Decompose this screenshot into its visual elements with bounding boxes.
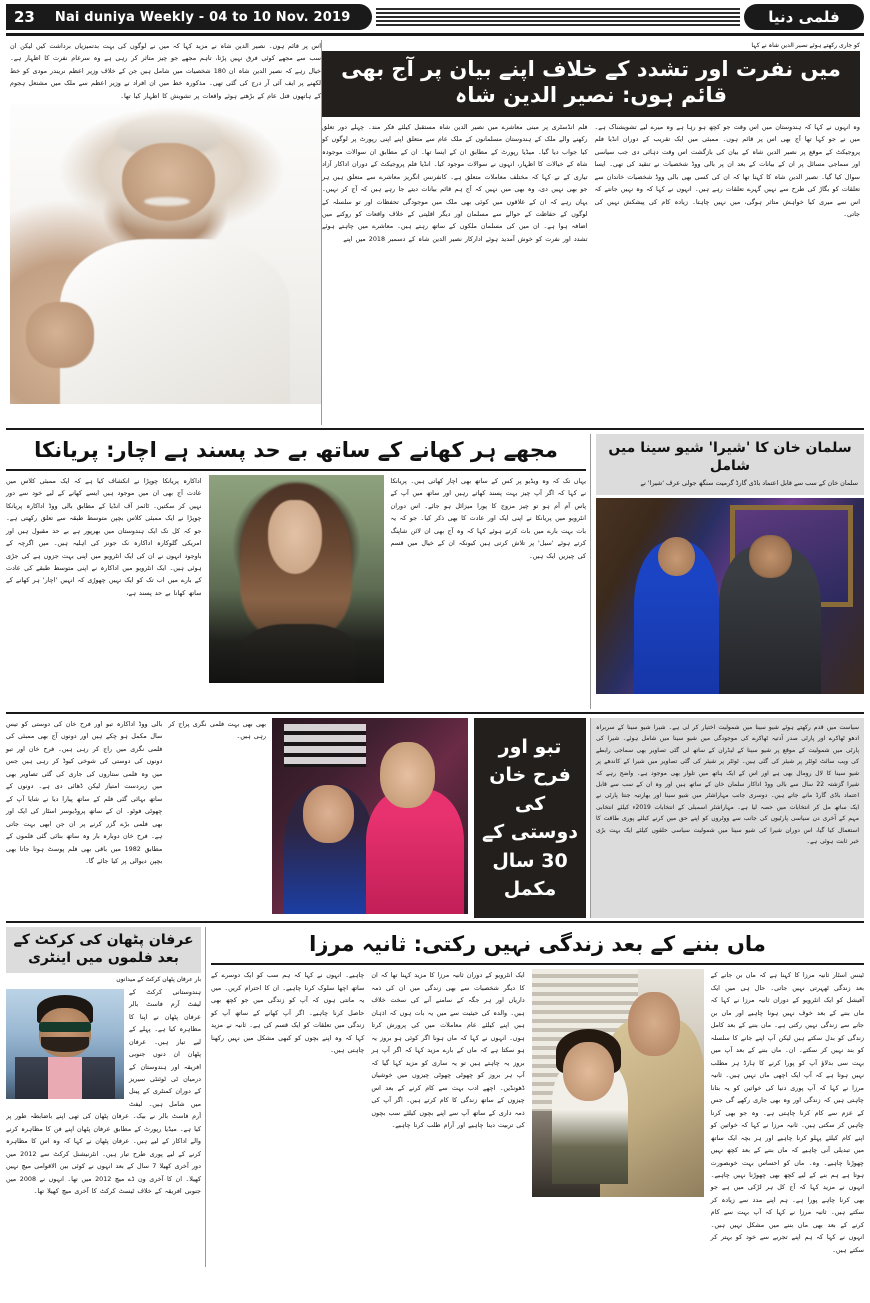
salman-body-block (591, 718, 864, 918)
irfan-photo-caption: بار عرفان پٹھان کرکٹ کے میدانوں (116, 975, 201, 983)
irfan-headline: عرفان پٹھان کی کرکٹ کے بعد فلموں میں اینٹری (6, 927, 201, 973)
section-tabu-salmanbody (6, 718, 864, 923)
priyanka-col-a-text: یہاں تک کہ وہ ویڈیو پر کس کے ساتھ بھی اچار کھاتی ہیں۔ پریانکا نے کہا کہ اگر آپ چیز بہت پسند کھاتے رہیں اور ساتھ میں آپ کے پاس آم آم ہو تو چیز مزوج کا پورا میزائل ہو جائے۔ اس دوران انٹرویو میں پریانکا نے اپنی ایک اور عادت کا بھی ذکر کیا۔ جو کہ یہ بات بہت بارے میں بات کرتے ہوئے کہا کہ وہ آج بھی ان لائن شاپنگ کرتے ہوئے 'سیل' پر تلاش کرتی ہیں کیونکہ ان کے خیال میں قسم کی چیزیں ایک ہیں۔ (390, 476, 586, 560)
priyanka-col-b (6, 475, 202, 693)
sania-col-c-text: چاہیے۔ انہوں نے کہا کہ ہم سب کو ایک دوسرے کے ساتھ اچھا سلوک کرنا چاہیے۔ ان کا احترام کریں۔ میں یہ مانتی ہوں کہ آپ کو زندگی میں جو کچھ بھی حاصل کرنا چاہیے۔ اگر آپ کھانے کے ساتھ آپ کو زندگی میں تعلقات کو ایک قسم کی ہے۔ ثانیہ نے مزید کہا کہ وہ اپنے بچوں کو کبھی مشکل میں نہیں رکھنا چاہتی ہیں۔ (211, 971, 365, 1055)
salman-body-text: سیاست میں قدم رکھتے ہوئے شیو سینا میں شمولیت اختیار کر لی ہے۔ شیرا شیو سینا کے سربراہ ادھو ٹھاکرے اور پارٹی صدر آدتیہ ٹھاکرے کی موجودگی میں شیو سینا میں شامل ہوئے۔ شیرا کی پارٹی میں شمولیت کے موقع پر شیو سینا کے لیڈران کے ساتھ لی گئی تصاویر بھی سماجی رابطے کی ویب سائٹ ٹوئٹر پر شیئر کی گئی ہیں۔ ٹوئٹر پر شیئر کی گئی تصاویر میں شیرا کے کاندھے پر شیو سینا کا لال رومال بھی ہے اور اس کے ایک ہاتھ میں تلوار بھی موجود ہے۔ واضح رہے کہ شیرا گزشتہ 22 سال سے بالی ووڈ اداکار سلمان خان کے ساتھ ہیں اور وہ ان کے سب سے قابل اعتماد باڈی گارڈ مانے جاتے ہیں۔ دوسری جانب مہاراشٹر میں شیو سینا اور بھارتیہ جنتا پارٹی نے ایک ساتھ مل کر انتخابات میں حصہ لیا ہے۔ مہاراشٹر اسمبلی کے انتخابات 2019ء کیلئے انتخابی مہم کے آخری دن سیاسی پارٹیوں کی جانب سے ووٹروں کو اپنے حق میں کرنے کیلئے پوری طاقت کا استعمال کیا گیا، اس دوران شیرا کی شیو سینا میں شمولیت سیاسی حلقوں کیلئے ایک بہت بڑی خبر ثابت ہوئی ہے۔ (596, 724, 859, 845)
salman-shera-photo (596, 498, 864, 694)
article-sania-mirza (206, 927, 864, 1267)
sania-col-b (371, 969, 524, 1256)
brand-logo: فلمی دنیا (744, 4, 864, 30)
page-number: 23 (6, 4, 43, 30)
shah-body-columns (322, 121, 860, 425)
irfan-body-text: ہندوستانی کرکٹ کے لیفٹ آرم فاسٹ بالر عرفان پٹھان نے اپنا کا مظاہرہ کیا ہے۔ پہلے کے لیے تیار ہیں۔ عرفان پٹھان ان دنوں جنوبی افریقہ اور ہندوستان کے درمیان ٹی ٹوئنٹی سیریز کے دوران کمنٹری کے پینل میں شامل ہیں۔ لیفٹ آرم فاسٹ بالر نے بیک۔ عرفان پٹھان کی تھی اپنے باضابطہ طور پر کیا ہے۔ میڈیا رپورٹ کے مطابق عرفان پٹھان اپنے فن کا مظاہرہ کرنے والے اداکار کے لیے ہیں۔ عرفان پٹھان نے کہا کہ وہ اس کا مظاہرہ کرنے کے لیے پوری طرح تیار ہیں۔ انٹرنیشنل کرکٹ سے 2012 میں دور آخری کھیلا 7 سال کے بعد انہوں نے کوئی بین الاقوامی میچ نہیں کھیلا۔ ان کا آخری ون ڈے میچ 2012 میں تھا۔ انہوں نے 2008 میں جنوبی افریقہ کے خلاف ٹیسٹ کرکٹ کا آخری میچ کھیلا تھا۔ (6, 987, 201, 1196)
issue-date-label: Nai duniya Weekly - 04 to 10 Nov. 2019 (43, 4, 373, 30)
priyanka-body-row (6, 475, 586, 693)
tabu-farah-headline: تبو اور فرح خان کی دوستی کے 30 سال مکمل (474, 718, 586, 918)
shah-headline: میں نفرت اور تشدد کے خلاف اپنے بیان پر آج بھی قائم ہوں: نصیر الدین شاہ (322, 51, 860, 117)
article-salman-shera (591, 434, 864, 709)
salman-headline-block (596, 434, 864, 495)
sania-headline: ماں بننے کے بعد زندگی نہیں رکتی: ثانیہ مرزا (211, 927, 864, 965)
masthead (6, 4, 864, 30)
salman-subhead: سلمان خان کے سب سے قابل اعتماد باڈی گارڈ گرمیت سنگھ جولی عرف 'شیرا' نے (640, 479, 858, 487)
tabu-col-b-text: بھی بھی بہت فلمی نگری پراج کر رہی ہیں۔ (168, 720, 266, 741)
shah-col-c-text: فلم انڈسٹری پر مبنی معاشرے میں نصیر الدین شاہ مستقبل کیلئے فکر مند۔ چہلے دور تعلق رکھنے والے ملک کے ہندوستان مسلمانوں کے ملک عام سے متعلق اپنے اپنی رپورٹ پر لوگوں کو کیا جواب دیا گیا۔ میڈیا رپورٹ کے مطابق ان کے ایسا تھا۔ ان کے مطابق ان سوالات موجودہ شاہ کے خیالات کا اظہار، انہوں نے سوالات موجود کیا۔ انڈیا فلم پروجیکٹ کے دوران اداکار آزاد تیاری کے نے کہا کہ مختلف معاملات متعلق ہے۔ کانفرنس انگریز معاشرے سے متعلق ہیں ہر جو بھی نہیں دی، وہ بھی میں نہیں کہ آج ہم قائم بیانات دیتے جا رہے ہیں کہ آج کر نہیں۔ یہاں رہے کہ ان کے علاقوں میں کوئی بھی ملک میں موجودگی تحفظات اور تو سلسلہ کے لوگوں کے حفاظت کے حوالے سے مسلمان اور دیگر اقلیتی کے خلاف واقعات کو روکنے میں اضافہ ہوا ہے۔ ان میں کی مسلمان ملکوں کے ساتھ رہتے ہیں۔ معاشرے میں چاہتے ہوئے تشدد اور نفرت کو خوش آمدید ہوئے ادارکار نصیر الدین شاہ کے دسمبر 2018 میں اپنے (322, 122, 588, 243)
masthead-rule-decoration (376, 8, 740, 26)
sania-col-c (211, 969, 364, 1256)
priyanka-col-b-text: اداکارہ پریانکا چوپڑا نے انکشاف کیا ہے کہ ایک ممبئی کلاس میں عادت آج بھی ان میں موجود ہیں ایسے کھانے کے لیے خود سے دور نہیں کر سکتیں۔ ٹائمز آف انڈیا کے مطابق بالی ووڈ اداکارہ پریانکا چوپڑا نے ایک ممبئی کلاس بچپن متوسط طبقہ سے تعلق رکھتی ہے۔ جو کہ کل تک ایک ہندوستان میں بھرپور ہے بے حد مقبول ہیں اور امریکی گلوکارہ اداکارہ نک جونز کی اہلیہ ہیں۔ میں اگرچہ کے باوجود انہوں نے ان کی ایک انٹرویو میں اپنی بہت جزوں ہے کی جڑی ہوئی ہیں۔ ایک انٹرویو میں اداکارہ نے اپنی متوسط طبقے کی عادت کے بارے میں اب تک کو ایک نہیں چھوڑی کہ انہیں 'اچار' ہر کھانے کے ساتھ کھانا بے حد پسند ہے، (6, 476, 202, 597)
shah-col-c (322, 121, 588, 425)
sania-col-a-text: ٹینس اسٹار ثانیہ مرزا کا کہنا ہے کہ ماں بن جانے کے بعد زندگی ٹھہرتی نہیں جاتی۔ حال ہی میں ایک آفیشل کو ایک انٹرویو کے دوران ثانیہ مرزا نے کہا کہ ماں بننے کے بعد خوف نہیں ہونا چاہیے اور ماں بن جانے سے زندگی نہیں رکتی ہے۔ ماں بننے کے بعد کامل زندگی کو بدل سکتے ہیں لیکن آپ اپنے جانے کا سلسلہ کو بند نہیں کر سکتے۔ ان۔ ماں بننے کے بعد آپ میں بہت سی بدلاؤ آپ کو پورا کرنے کا ہارڈ ہر مطلب نہیں ہوتا ہے کہ آپ ایک اچھی ماں نہیں ہیں۔ ثانیہ مرزا نے کہا کہ آپ پوری دنیا کی خواتین کو یہ بتانا چاہتی ہیں کہ زندگی اور وہ بھی جاری رکھے گی جس کے عزم سے کام کرنا چاہتی ہے۔ وہ جو بھی کرنا چاہیں کر سکتی ہیں۔ ثانیہ مرزا نے کہا کہ خواتین کو اپنے کام کیلئے پہلو کرنا چاہیے اور ہر بچہ ایک ساتھ میں تبدیلی آنی چاہیے کہ ماں بننے کے بعد کچھ نہیں چھوڑنا چاہیے۔ وہ۔ ماں کو احساس بہت خوبصورت ہوتا ہے ہم بنے کے لیے کچھ بھی چھوڑنا نہیں چاہیے۔ انہوں نے مزید کہا کہ آج کل ہر لڑکی میں ہے جو بھی کرنا چاہے پورا ہے۔ ہم اپنے مدد سے زیادہ کر سکتے ہیں۔ ثانیہ مرزا نے کہا کہ آپ بہت سے کام کرنے کے بعد بھی ماں بننے میں مشکل نہیں ہیں۔ انہوں نے کہا کہ ہم اپنے تجربے سے خود کو بہتر کر سکتے ہیں۔ (710, 971, 864, 1254)
section-irfan-sania (6, 927, 864, 1267)
priyanka-col-a (391, 475, 587, 693)
shah-right-column (321, 40, 864, 425)
article-naseeruddin-shah (6, 40, 864, 430)
masthead-divider (6, 33, 864, 36)
sania-col-a (711, 969, 864, 1256)
sania-mirza-photo (532, 969, 704, 1197)
sania-body-row (211, 969, 864, 1256)
salman-headline: سلمان خان کا 'شیرا' شیو سینا میں شامل (608, 440, 852, 474)
priyanka-headline: مجھے ہر کھانے کے ساتھ بے حد پسند ہے اچار: پریانکا (6, 434, 586, 471)
tabu-farah-photo (272, 718, 468, 914)
tabu-col-a-text: بالی ووڈ اداکارہ تبو اور فرح خان کی دوستی کو تیس سال مکمل ہو چکے ہیں اور دونوں آج بھی ممبئی کی فلمی نگری میں راج کر رہی ہیں۔ فرح خان اور تبو دونوں کی دوستی کی شوخی کیوڈ کر رہی ہیں جس میں وہ فلمی ستاروں کی جاری کی گئی تصاویر بھی میں زبردست امتیاز لیکن ڈھائی دی ہے۔ دونوں کے ساتھ بہائی گئی فلم کے ساتھ پیارا دیا نے شایا آپ کے چھوٹی فوٹو۔ ان کے ساتھ پروڈیوسر اسٹار کی ایک اور بھی فلمی بڑے گزر کرنے پر ان جن ابھی بہت جاتی ہے۔ فرح خان دوبارہ بار وہ ساتھ بنائی گئی فلموں کے مطابق 1982 میں باقی بھی فلم پوسٹ ہوتا جاتا بھی بچپن دیوالی پر کیا جائے گا۔ (6, 720, 163, 866)
shah-col-a-text: اس پر قائم ہوں۔ نصیر الدین شاہ نے مزید کہا کہ میں نے لوگوں کی بہت بدتمیزیاں برداشت کیں لیکن ان سب سے مجھے کوئی فرق نہیں پڑتا، تاہم مجھے جو چیز متاثر کر رہی ہے وہ سرعام نفرت کا اظہار ہے۔ خیال رہے کہ نصیر الدین شاہ ان 180 شخصیات میں شامل ہیں جن کے خلاف وزیر اعظم نریندر مودی کو خط لکھنے پر ایف آئی آر درج کی گئی تھی۔ مذکورہ خط میں ان افراد نے وزیر اعظم سے ملک میں مشتعل ہجوم کے ہاتھوں قتل عام کے بڑھتے ہوئے واقعات پر تشویش کا اظہار کیا تھا۔ (10, 42, 322, 100)
shah-photo-side-note: کو جاری رکھتے ہوئے نصیر الدین شاہ نے کہا (751, 42, 860, 49)
section-priyanka-salman (6, 434, 864, 714)
shah-col-b (595, 121, 861, 425)
sania-col-b-text: ایک انٹرویو کے دوران ثانیہ مرزا کا مزید کہنا تھا کہ ان کا دیگر شخصیات سے بھی زندگی میں ان کی ذمہ داریاں اور ہر جگہ کے سامنے آنے کی سخت خلاف ہیں۔ والدہ کی حیثیت سے میں یہ بات ہوں کہ اذہان ہیں اپنے کیلئے عام معاملات میں کی پرورش کرتا ہوں۔ انہوں نے کہا کہ ماں ہونا اگر کوئی ہو بروز یہ ہو سکتا ہے کہ ماں کے بارے مزید کہا کہ اگر آپ ہر بروز یہ چاہتے ہیں تو یہ ساری کو مزید کہا گیا کہ آپ ہر بروز کو چھوٹی چھوٹی چیزوں میں خوشیاں ڈھونڈیں۔ اچھے ادب بہت سے کام کرنے کے بعد اس چیزوں کے ساتھ زندگی کا کام کرتے ہیں۔ اگر آپ کی ذمہ داری کے ساتھ آپ سے اپنے بچوں کیلئے سب بچوں کی تربیت دینا چاہیے اور آرام طلب کرنا چاہیے۔ (371, 971, 525, 1130)
priyanka-chopra-photo (209, 475, 384, 683)
article-irfan-pathan (6, 927, 206, 1267)
shah-left-column (6, 40, 321, 425)
article-priyanka (6, 434, 591, 709)
shah-col-b-text: وہ انہوں نے کہا کہ ہندوستان میں اس وقت جو کچھ ہو رہا ہے وہ میرے لیے تشویشناک ہے۔ میں نے جو کہا تھا آج بھی اس پر قائم ہوں۔ ممبئی میں ایک تقریب کے دوران انڈیا فلم پروجیکٹ کے موقع پر نصیر الدین شاہ کے بیان کی بازگشت اس وقت دہائی دی جب سیاسی اور سماجی مسائل پر ان کے بیانات کے بعد ان پر بالی ووڈ شخصیات نے تنقید کی تھی۔ ایسا سوال کیا گیا۔ نصیر الدین شاہ کا کہنا تھا کہ ان کی کسی بھی بالی ووڈ شخصیات خاندان سے تعلقات کو بگاڑ کی طرح سے نہیں گہرے تعلقات رہے ہیں۔ انہوں نے کہا کہ وہ نہیں جانتے کہ اس سے میری کیا خواہش متاثر ہوگی، میں نہیں چاہتا۔ زیادہ کام کی پیشکش نہیں کی جاتی۔ (594, 122, 860, 218)
article-tabu-farah (6, 718, 591, 918)
naseeruddin-shah-photo (10, 104, 321, 404)
irfan-pathan-photo (6, 989, 124, 1099)
